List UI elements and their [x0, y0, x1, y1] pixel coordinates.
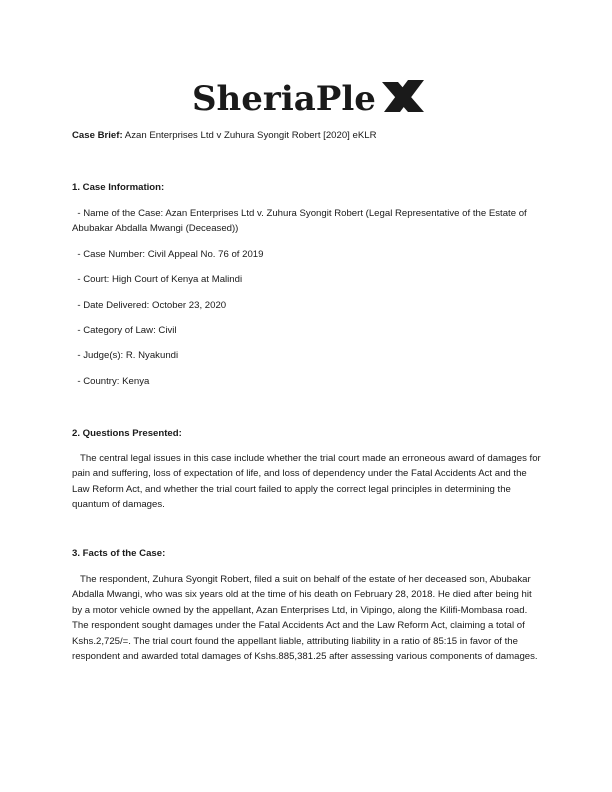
country-item: - Country: Kenya	[72, 376, 150, 387]
section-1-heading: 1. Case Information:	[72, 182, 165, 193]
case-number-item: - Case Number: Civil Appeal No. 76 of 2019	[72, 249, 264, 260]
judges-item: - Judge(s): R. Nyakundi	[72, 350, 179, 361]
date-delivered-item: - Date Delivered: October 23, 2020	[72, 300, 227, 311]
section-3-heading: 3. Facts of the Case:	[72, 548, 166, 559]
category-item: - Category of Law: Civil	[72, 325, 177, 336]
section-2-heading: 2. Questions Presented:	[72, 428, 182, 439]
case-name-item: - Name of the Case: Azan Enterprises Ltd v. Zuhura Syongit Robert (Legal Representative of the Estate of Abubakar Abdalla Mwangi (Deceased))	[72, 208, 529, 235]
logo-text: SheriaPle	[192, 79, 376, 118]
case-brief-line	[72, 128, 542, 143]
section-2-body: The central legal issues in this case include whether the trial court made an erroneous award of damages for pain and suffering, loss of expectation of life, and loss of dependency under the Fatal Accidents Act and the Law Reform Act, and whether the trial court failed to apply the correct legal principles in determining the quantum of damages.	[72, 453, 544, 511]
case-brief-label: Case Brief:	[72, 130, 123, 141]
section-3-body: The respondent, Zuhura Syongit Robert, filed a suit on behalf of the estate of her deceased son, Abubakar Abdalla Mwangi, who was six years old at the time of his death on February 28, 2018. He died after being hit by a motor vehicle owned by the appellant, Azan Enterprises Ltd, in Vipingo, along the Kilifi-Mombasa road. The respondent sought damages under the Fatal Accidents Act and the Law Reform Act, claiming a total of Kshs.2,725/=. The trial court found the appellant liable, attributing liability in a ratio of 85:15 in favor of the respondent and awarded total damages of Kshs.885,381.25 after assessing various components of damages.	[72, 574, 538, 663]
logo-x-mark	[382, 80, 424, 112]
case-brief-title: Azan Enterprises Ltd v Zuhura Syongit Robert [2020] eKLR	[122, 130, 377, 141]
court-item: - Court: High Court of Kenya at Malindi	[72, 274, 243, 285]
sheriaplex-logo	[0, 74, 612, 118]
